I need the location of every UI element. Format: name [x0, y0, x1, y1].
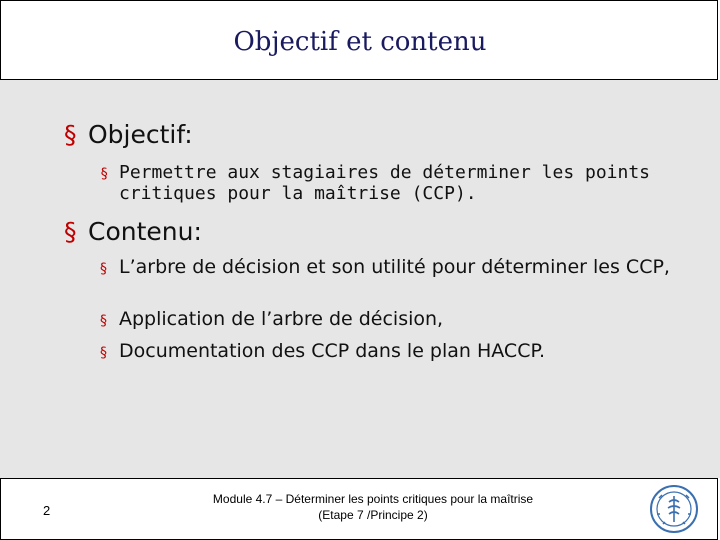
bullet-icon: §	[100, 313, 107, 329]
list-item-text: Documentation des CCP dans le plan HACCP.	[119, 340, 546, 362]
footer-line-1: Module 4.7 – Déterminer les points critiques pour la maîtrise	[212, 492, 534, 506]
list-item-text: Permettre aux stagiaires de déterminer les points critiques pour la maîtrise (CCP).	[119, 162, 651, 204]
bullet-icon: §	[64, 217, 77, 246]
list-item-text: L’arbre de décision et son utilité pour déterminer les CCP,	[119, 256, 670, 278]
section-heading: Objectif:	[88, 120, 193, 149]
bullet-icon: §	[100, 345, 107, 361]
bullet-icon: §	[100, 166, 109, 182]
title-bar	[0, 0, 718, 80]
fao-logo-icon	[649, 484, 699, 534]
footer-line-2: (Etape 7 /Principe 2)	[318, 508, 428, 522]
page-number: 2	[43, 503, 51, 518]
footer	[0, 478, 718, 540]
footer-caption	[173, 491, 573, 523]
section-heading: Contenu:	[88, 217, 202, 246]
list-item-text: Application de l’arbre de décision,	[119, 308, 444, 330]
bullet-icon: §	[64, 120, 77, 149]
bullet-icon: §	[100, 261, 107, 277]
slide-title: Objectif et contenu	[233, 27, 487, 57]
content-area	[0, 80, 720, 478]
